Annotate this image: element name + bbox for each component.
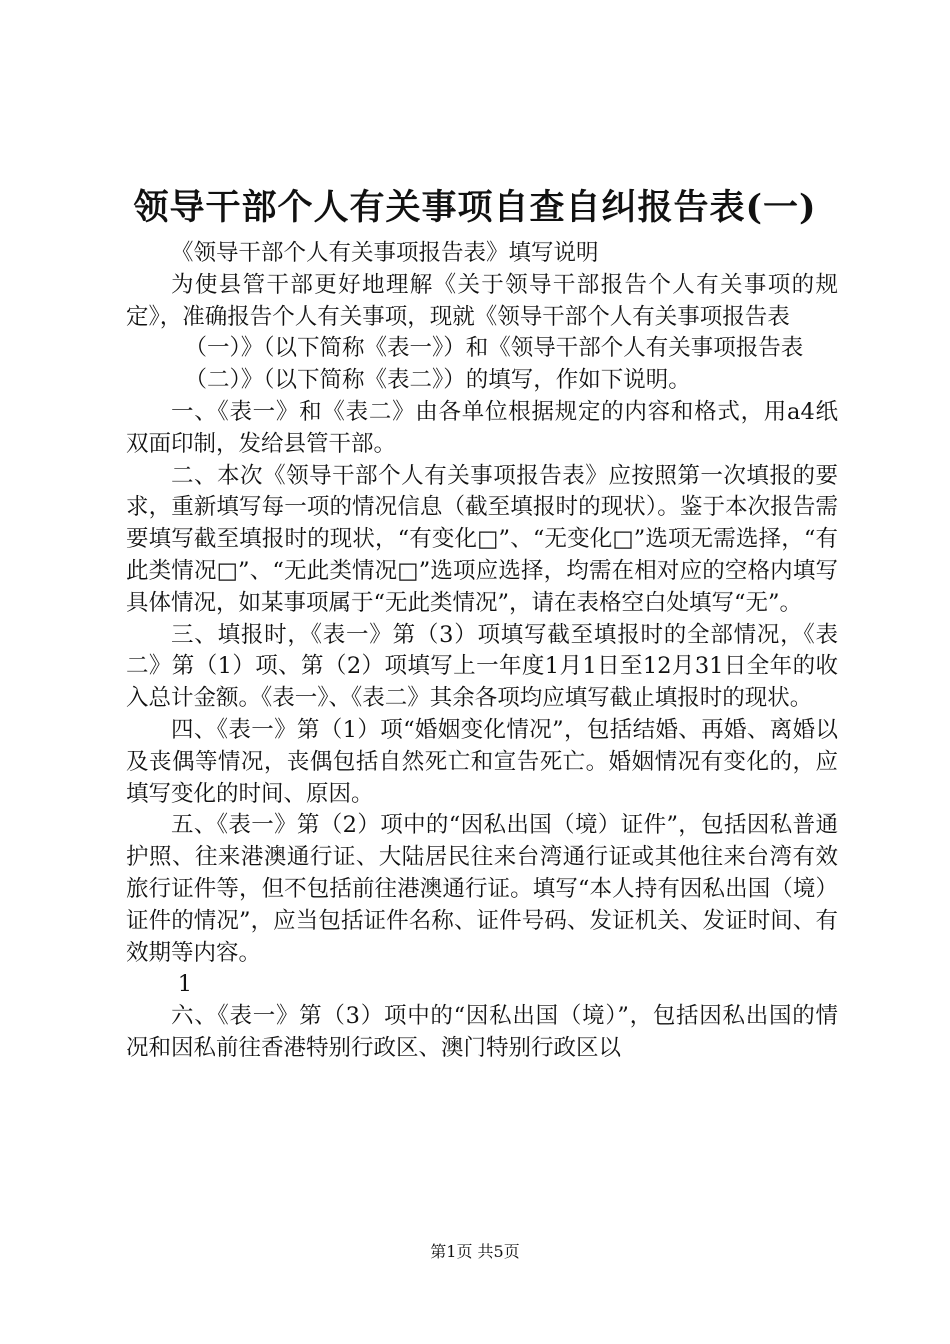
document-title: 领导干部个人有关事项自查自纠报告表(一) <box>133 187 817 228</box>
paragraph-item-6: 六、《表一》第（3）项中的“因私出国（境）”，包括因私出国的情况和因私前往香港特别行政区、澳门特别行政区以 <box>126 1003 838 1061</box>
inline-page-number: 1 <box>177 971 193 998</box>
paragraph-intro-table-two: （二）》（以下简称《表二》）的填写，作如下说明。 <box>184 367 691 394</box>
paragraph-subtitle: 《领导干部个人有关事项报告表》填写说明 <box>171 240 599 266</box>
page-footer: 第1页 共5页 <box>430 1242 520 1261</box>
paragraph-item-1: 一、《表一》和《表二》由各单位根据规定的内容和格式，用a4纸双面印制，发给县管干部。 <box>126 398 838 457</box>
paragraph-intro: 为使县管干部更好地理解《关于领导干部报告个人有关事项的规定》，准确报告个人有关事项，现就《领导干部个人有关事项报告表 <box>126 271 838 330</box>
paragraph-item-5: 五、《表一》第（2）项中的“因私出国（境）证件”，包括因私普通护照、往来港澳通行证、大陆居民往来台湾通行证或其他往来台湾有效旅行证件等，但不包括前往港澳通行证。填写“本人持有因私出国（境）证件的情况”，应当包括证件名称、证件号码、发证机关、发证时间、有效期等内容。 <box>126 812 838 966</box>
paragraph-item-2: 二、本次《领导干部个人有关事项报告表》应按照第一次填报的要求，重新填写每一项的情况信息（截至填报时的现状）。鉴于本次报告需要填写截至填报时的现状，“有变化□”、“无变化□”选项无需选择，“有此类情况□”、“无此类情况□”选项应选择，均需在相对应的空格内填写具体情况，如某事项属于“无此类情况”，请在表格空白处填写“无”。 <box>126 462 838 616</box>
document-body <box>126 238 838 1065</box>
paragraph-intro-table-one: （一）》（以下简称《表一》）和《领导干部个人有关事项报告表 <box>184 335 804 362</box>
paragraph-item-4: 四、《表一》第（1）项“婚姻变化情况”，包括结婚、再婚、离婚以及丧偶等情况，丧偶包括自然死亡和宣告死亡。婚姻情况有变化的，应填写变化的时间、原因。 <box>126 716 838 807</box>
paragraph-item-3: 三、填报时，《表一》第（3）项填写截至填报时的全部情况，《表二》第（1）项、第（2）项填写上一年度1月1日至12月31日全年的收入总计金额。《表一》、《表二》其余各项均应填写截止填报时的现状。 <box>126 621 838 712</box>
